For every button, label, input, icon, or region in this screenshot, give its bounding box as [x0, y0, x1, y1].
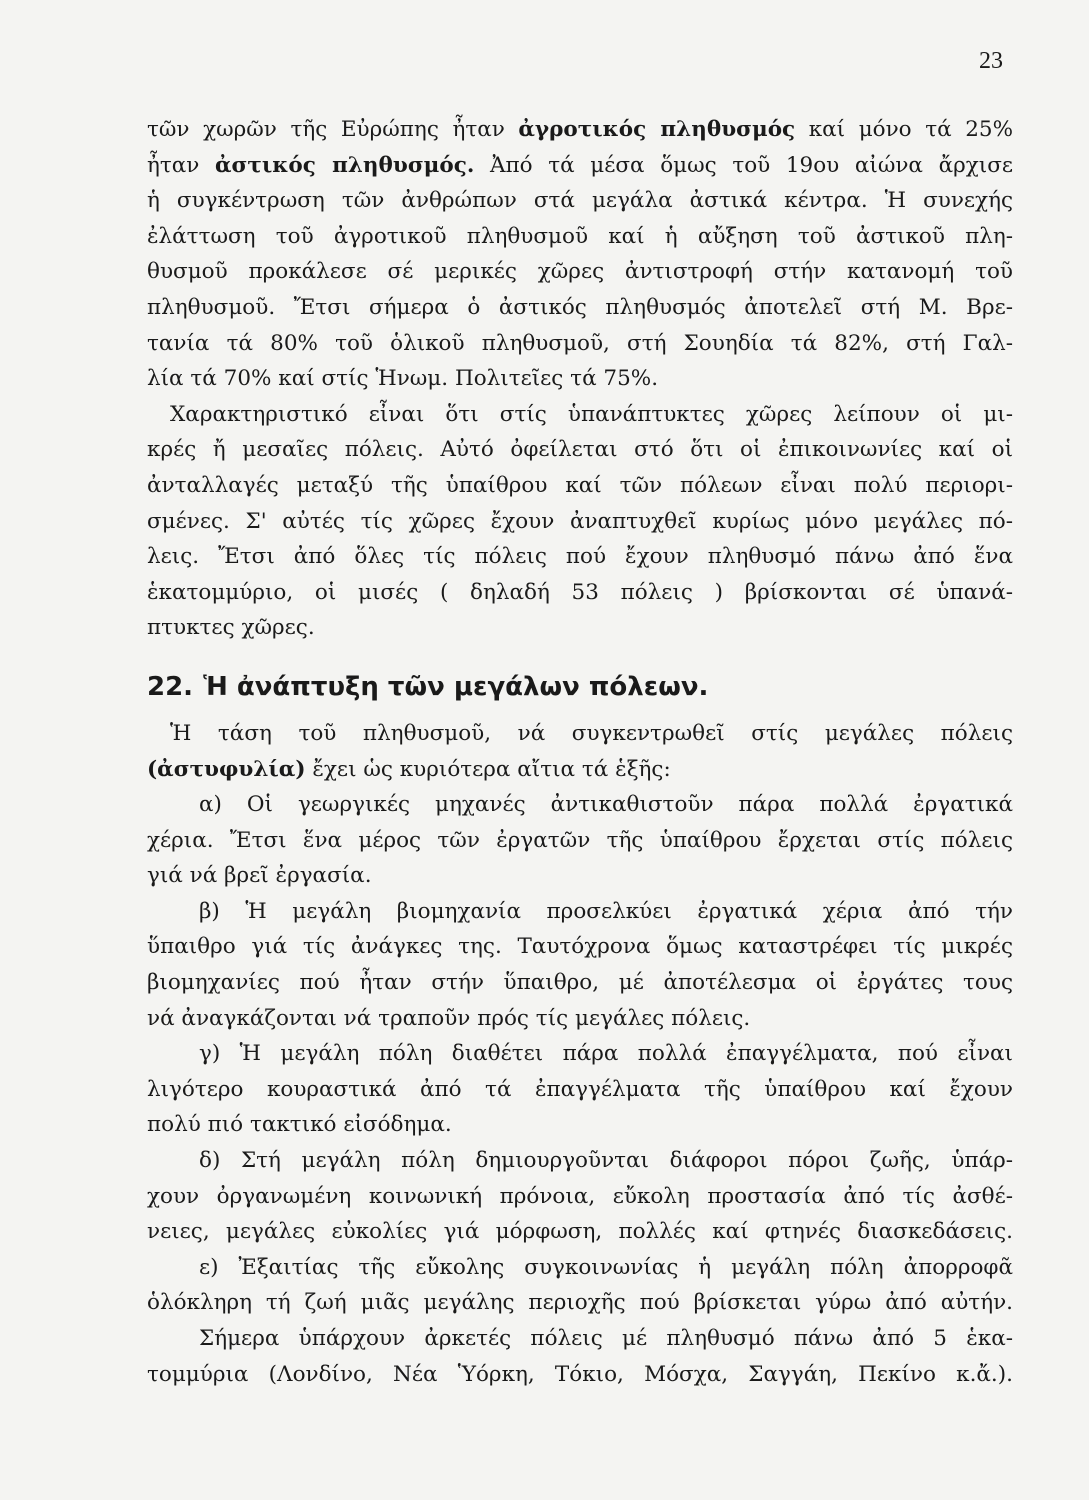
list-item-b [147, 894, 1013, 1036]
text-line: ἀνταλλαγές μεταξύ τῆς ὑπαίθρου καί τῶν πόλεων εἶναι πολύ περιορι- [147, 472, 1013, 498]
text-line: γ) Ἡ μεγάλη πόλη διαθέτει πάρα πολλά ἐπαγγέλματα, πού εἶναι [199, 1041, 1013, 1067]
text-line: τῶν χωρῶν τῆς Εὐρώπης ἦταν ἀγροτικός πληθυσμός καί μόνο τά 25% [147, 117, 1013, 142]
text-line: Χαρακτηριστικό εἶναι ὅτι στίς ὑπανάπτυκτες χῶρες λείπουν οἱ μι- [170, 401, 1013, 427]
text-line: ε) Ἐξαιτίας τῆς εὔκολης συγκοινωνίας ἡ μεγάλη πόλη ἀπορροφᾶ [199, 1254, 1013, 1280]
text-line: γιά νά βρεῖ ἐργασία. [147, 863, 372, 889]
text-line: λία τά 70% καί στίς Ἡνωμ. Πολιτεῖες τά 75%. [147, 366, 659, 392]
text-line: λεις. Ἔτσι ἀπό ὅλες τίς πόλεις πού ἔχουν πληθυσμό πάνω ἀπό ἕνα [147, 544, 1013, 570]
text-line: ὁλόκληρη τή ζωή μιᾶς μεγάλης περιοχῆς πού βρίσκεται γύρω ἀπό αὐτήν. [147, 1290, 1013, 1316]
paragraph-underdeveloped-countries [147, 397, 1013, 646]
text-line: νά ἀναγκάζονται νά τραποῦν πρός τίς μεγάλες πόλεις. [147, 1005, 751, 1031]
text-line: πτυκτες χῶρες. [147, 615, 315, 641]
text-line: τομμύρια (Λονδίνο, Νέα Ὑόρκη, Τόκιο, Μόσχα, Σαγγάη, Πεκίνο κ.ἄ.). [147, 1361, 1013, 1387]
list-item-d [147, 1143, 1013, 1250]
text-line: ἐλάττωση τοῦ ἀγροτικοῦ πληθυσμοῦ καί ἡ αὔξηση τοῦ ἀστικοῦ πλη- [147, 223, 1013, 249]
text-line: Ἡ τάση τοῦ πληθυσμοῦ, νά συγκεντρωθεῖ στίς μεγάλες πόλεις [170, 720, 1013, 746]
list-item-c [147, 1036, 1013, 1143]
text-line: πληθυσμοῦ. Ἔτσι σήμερα ὁ ἀστικός πληθυσμός ἀποτελεῖ στή Μ. Βρε- [147, 294, 1013, 320]
paragraph-urban-population [147, 112, 1013, 397]
list-item-e [147, 1250, 1013, 1321]
list-item-a [147, 787, 1013, 894]
paragraph-causes-intro [147, 716, 1013, 787]
text-line: κρές ἤ μεσαῖες πόλεις. Αὐτό ὀφείλεται στό ὅτι οἱ ἐπικοινωνίες καί οἱ [147, 437, 1013, 463]
text-line: β) Ἡ μεγάλη βιομηχανία προσελκύει ἐργατικά χέρια ἀπό τήν [199, 898, 1013, 924]
text-line: ὕπαιθρο γιά τίς ἀνάγκες της. Ταυτόχρονα ὅμως καταστρέφει τίς μικρές [147, 934, 1013, 960]
bold-term: ἀγροτικός πληθυσμός [518, 117, 796, 142]
text-line: ἦταν ἀστικός πληθυσμός. Ἀπό τά μέσα ὅμως τοῦ 19ου αἰώνα ἄρχισε [147, 152, 1013, 178]
text-line: λιγότερο κουραστικά ἀπό τά ἐπαγγέλματα τῆς ὑπαίθρου καί ἔχουν [147, 1076, 1013, 1102]
bold-term: (ἀστυφυλία) [147, 756, 306, 782]
page-number: 23 [979, 48, 1003, 74]
text-line: (ἀστυφυλία) ἔχει ὡς κυριότερα αἴτια τά ἑξῆς: [147, 756, 671, 782]
text-line: χουν ὀργανωμένη κοινωνική πρόνοια, εὔκολη προστασία ἀπό τίς ἀσθέ- [147, 1183, 1013, 1209]
text-line: τανία τά 80% τοῦ ὁλικοῦ πληθυσμοῦ, στή Σουηδία τά 82%, στή Γαλ- [147, 330, 1013, 356]
section-heading [147, 660, 1013, 714]
text-line: Σήμερα ὑπάρχουν ἀρκετές πόλεις μέ πληθυσμό πάνω ἀπό 5 ἑκα- [199, 1326, 1013, 1351]
text-line: δ) Στή μεγάλη πόλη δημιουργοῦνται διάφοροι πόροι ζωῆς, ὑπάρ- [199, 1148, 1013, 1174]
bold-term: ἀστικός πληθυσμός. [215, 152, 475, 178]
paragraph-large-cities [147, 1321, 1013, 1392]
text-line: νειες, μεγάλες εὐκολίες γιά μόρφωση, πολλές καί φτηνές διασκεδάσεις. [147, 1219, 1013, 1245]
section-title: Ἡ ἀνάπτυξη τῶν μεγάλων πόλεων. [203, 671, 709, 702]
text-line: σμένες. Σ' αὐτές τίς χῶρες ἔχουν ἀναπτυχθεῖ κυρίως μόνο μεγάλες πό- [147, 508, 1013, 534]
page-content [147, 112, 1013, 1392]
text-line: θυσμοῦ προκάλεσε σέ μερικές χῶρες ἀντιστροφή στήν κατανομή τοῦ [147, 259, 1013, 285]
text-line: ἑκατομμύριο, οἱ μισές ( δηλαδή 53 πόλεις ) βρίσκονται σέ ὑπανά- [147, 579, 1013, 605]
text-line: πολύ πιό τακτικό εἰσόδημα. [147, 1112, 452, 1138]
text-line: ἡ συγκέντρωση τῶν ἀνθρώπων στά μεγάλα ἀστικά κέντρα. Ἡ συνεχής [147, 188, 1013, 214]
text-line: βιομηχανίες πού ἦταν στήν ὕπαιθρο, μέ ἀποτέλεσμα οἱ ἐργάτες τους [147, 970, 1013, 996]
section-number: 22. [147, 671, 194, 702]
text-line: α) Οἱ γεωργικές μηχανές ἀντικαθιστοῦν πάρα πολλά ἐργατικά [199, 792, 1013, 818]
text-line: χέρια. Ἔτσι ἕνα μέρος τῶν ἐργατῶν τῆς ὑπαίθρου ἔρχεται στίς πόλεις [147, 827, 1013, 853]
